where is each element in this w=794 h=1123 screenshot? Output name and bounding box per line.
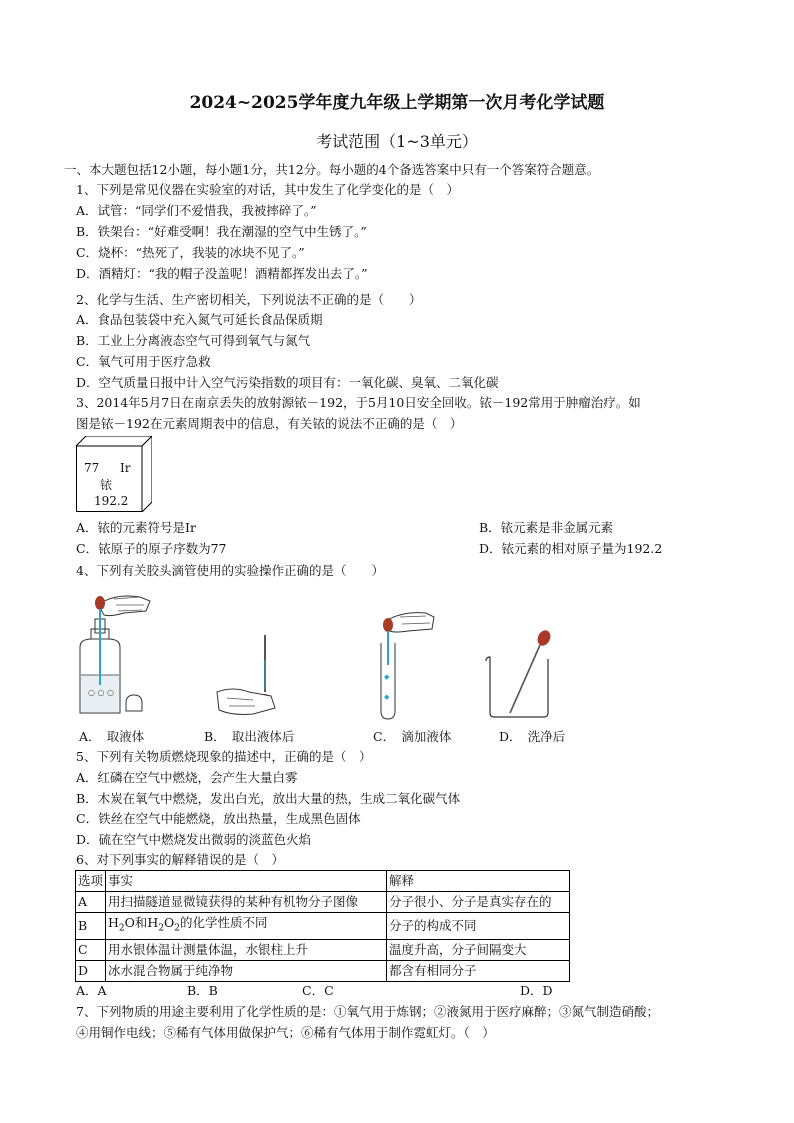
h2o2-h: H [147, 915, 159, 930]
table-header-cell: 解释 [387, 871, 570, 892]
svg-text:◆: ◆ [384, 693, 390, 701]
question-7-stem-line2: ④用铜作电线；⑤稀有气体用做保护气；⑥稀有气体用于制作霓虹灯。（ ） [76, 1025, 495, 1040]
question-1-stem: 1、下列是常见仪器在实验室的对话，其中发生了化学变化的是（ ） [76, 182, 459, 197]
table-cell [106, 913, 387, 940]
table-row [76, 913, 570, 940]
table-cell: 都含有相同分子 [387, 960, 570, 981]
table-header-cell: 事实 [106, 871, 387, 892]
page-title: 2024~2025学年度九年级上学期第一次月考化学试题 [189, 93, 605, 113]
periodic-table-cell [76, 436, 152, 512]
question-2-option-b[interactable]: B．工业上分离液态空气可得到氧气与氮气 [76, 333, 311, 348]
question-2-option-a[interactable]: A．食品包装袋中充入氮气可延长食品保质期 [76, 312, 323, 327]
table-row [76, 960, 570, 981]
table-cell: C [76, 939, 106, 960]
table-row [76, 939, 570, 960]
question-2-option-d[interactable]: D．空气质量日报中计入空气污染指数的项目有：一氧化碳、臭氧、二氧化碳 [76, 375, 499, 390]
question-1-option-a[interactable]: A．试管：“同学们不爱惜我，我被摔碎了。” [76, 203, 317, 218]
question-5-option-c[interactable]: C．铁丝在空气中能燃烧，放出热量，生成黑色固体 [76, 811, 361, 826]
h2o-sub: 2 [118, 923, 125, 934]
dropper-test-tube-illustration [378, 607, 438, 722]
question-2-stem: 2、化学与生活、生产密切相关，下列说法不正确的是（ ） [76, 292, 422, 307]
question-6-option-d[interactable]: D．D [520, 983, 553, 998]
section-heading: 一、本大题包括12小题，每小题1分，共12分。每小题的4个备选答案中只有一个答案符合题意。 [64, 162, 600, 177]
dropper-in-beaker-illustration [484, 625, 564, 720]
element-symbol: Ir [120, 461, 131, 475]
table-cell: 用扫描隧道显微镜获得的某种有机物分子图像 [106, 892, 387, 913]
table-cell: A [76, 892, 106, 913]
exam-scope: 考试范围（1~3单元） [316, 132, 478, 151]
question-5-stem: 5、下列有关物质燃烧现象的描述中，正确的是（ ） [76, 749, 372, 764]
question-4-option-a[interactable]: A． 取液体 [79, 729, 145, 744]
question-6-option-c[interactable]: C．C [302, 983, 334, 998]
question-3-option-a[interactable]: A．铱的元素符号是Ir [76, 520, 196, 535]
table-cell: 用水银体温计测量体温，水银柱上升 [106, 939, 387, 960]
question-7-stem-line1: 7、下列物质的用途主要利用了化学性质的是：①氧气用于炼钢；②液氮用于医疗麻醉；③氮气制造硝酸； [76, 1004, 659, 1019]
question-3-option-d[interactable]: D．铱元素的相对原子量为192.2 [479, 541, 663, 556]
question-3-option-b[interactable]: B．铱元素是非金属元素 [479, 520, 614, 535]
table-cell: B [76, 913, 106, 940]
table-cell: 冰水混合物属于纯净物 [106, 960, 387, 981]
question-4-stem: 4、下列有关胶头滴管使用的实验操作正确的是（ ） [76, 563, 384, 578]
question-6-stem: 6、对下列事实的解释错误的是（ ） [76, 852, 284, 867]
question-3-stem-line2: 图是铱－192在元素周期表中的信息，有关铱的说法不正确的是（ ） [76, 416, 463, 431]
h2o2-o: O [164, 915, 175, 930]
h2o2-sub1: 2 [158, 923, 165, 934]
h2o2-sub2: 2 [174, 923, 181, 934]
atomic-mass: 192.2 [94, 494, 129, 508]
table-cell: 温度升高，分子间隔变大 [387, 939, 570, 960]
question-6-option-a[interactable]: A．A [76, 983, 107, 998]
atomic-number: 77 [84, 461, 100, 475]
h2o-o: O和 [124, 915, 148, 930]
table-header-cell: 选项 [76, 871, 106, 892]
question-1-option-d[interactable]: D．酒精灯：“我的帽子没盖呢！酒精都挥发出去了。” [76, 266, 368, 281]
question-5-option-a[interactable]: A．红磷在空气中燃烧，会产生大量白雾 [76, 770, 298, 785]
dropper-held-upside-illustration [213, 630, 303, 720]
question-2-option-c[interactable]: C．氧气可用于医疗急救 [76, 354, 211, 369]
table-cell: D [76, 960, 106, 981]
svg-text:◆: ◆ [384, 673, 390, 681]
dropper-bottle-illustration [74, 585, 154, 720]
question-6-option-b[interactable]: B．B [187, 983, 218, 998]
question-3-stem-line1: 3、2014年5月7日在南京丢失的放射源铱－192，于5月10日安全回收。铱－192常用于肿瘤治疗。如 [76, 395, 641, 410]
svg-text:○ ○ ○: ○ ○ ○ [88, 688, 115, 697]
question-1-option-c[interactable]: C．烧杯：“热死了，我装的冰块不见了。” [76, 245, 305, 260]
question-5-option-d[interactable]: D．硫在空气中燃烧发出微弱的淡蓝色火焰 [76, 832, 312, 847]
question-4-option-d[interactable]: D． 洗净后 [499, 729, 566, 744]
element-name: 铱 [100, 478, 113, 492]
table-header-row [76, 871, 570, 892]
question-6-table [75, 870, 570, 982]
table-cell-text: 的化学性质不同 [180, 915, 268, 930]
table-cell: 分子的构成不同 [387, 913, 570, 940]
question-3-option-c[interactable]: C．铱原子的原子序数为77 [76, 541, 227, 556]
table-row [76, 892, 570, 913]
question-5-option-b[interactable]: B．木炭在氧气中燃烧，发出白光，放出大量的热，生成二氧化碳气体 [76, 791, 461, 806]
question-1-option-b[interactable]: B．铁架台：“好难受啊！我在潮湿的空气中生锈了。” [76, 224, 367, 239]
h2o-h: H [108, 915, 119, 930]
question-4-option-b[interactable]: B． 取出液体后 [204, 729, 295, 744]
question-4-option-c[interactable]: C． 滴加液体 [373, 729, 452, 744]
table-cell: 分子很小、分子是真实存在的 [387, 892, 570, 913]
